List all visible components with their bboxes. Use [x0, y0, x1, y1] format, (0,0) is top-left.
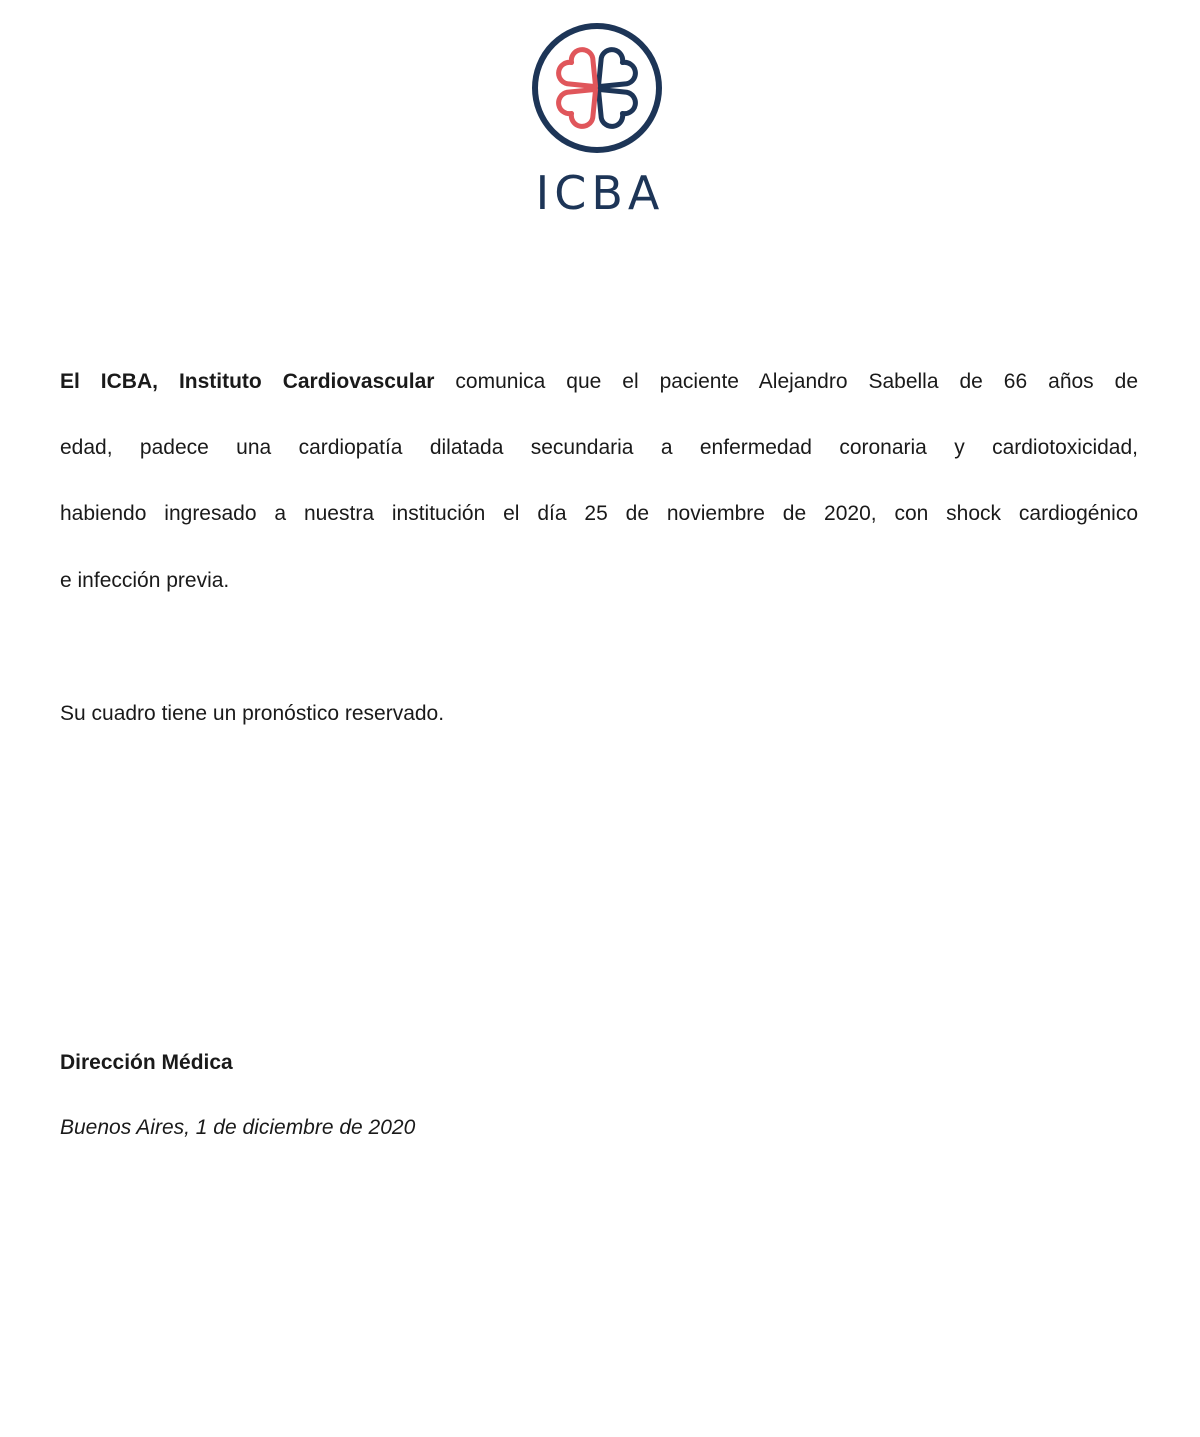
- body-line-2: edad, padece una cardiopatía dilatada secundaria a enfermedad coronaria y cardiotoxicidad,: [60, 436, 1138, 459]
- institution-name: El ICBA, Instituto Cardiovascular: [60, 370, 435, 393]
- body-line-1: [60, 370, 1138, 394]
- logo-wordmark: ICBA: [535, 166, 665, 220]
- body-line-3: habiendo ingresado a nuestra institución el día 25 de noviembre de 2020, con shock cardiogénico: [60, 502, 1138, 525]
- place-date: Buenos Aires, 1 de diciembre de 2020: [60, 1116, 416, 1139]
- prognosis-text: Su cuadro tiene un pronóstico reservado.: [60, 702, 445, 725]
- body-line-4: e infección previa.: [60, 569, 230, 592]
- icba-logo-icon: [527, 18, 667, 158]
- signature: Dirección Médica: [60, 1051, 233, 1074]
- body-text: comunica que el paciente Alejandro Sabella de 66 años de: [434, 370, 1138, 393]
